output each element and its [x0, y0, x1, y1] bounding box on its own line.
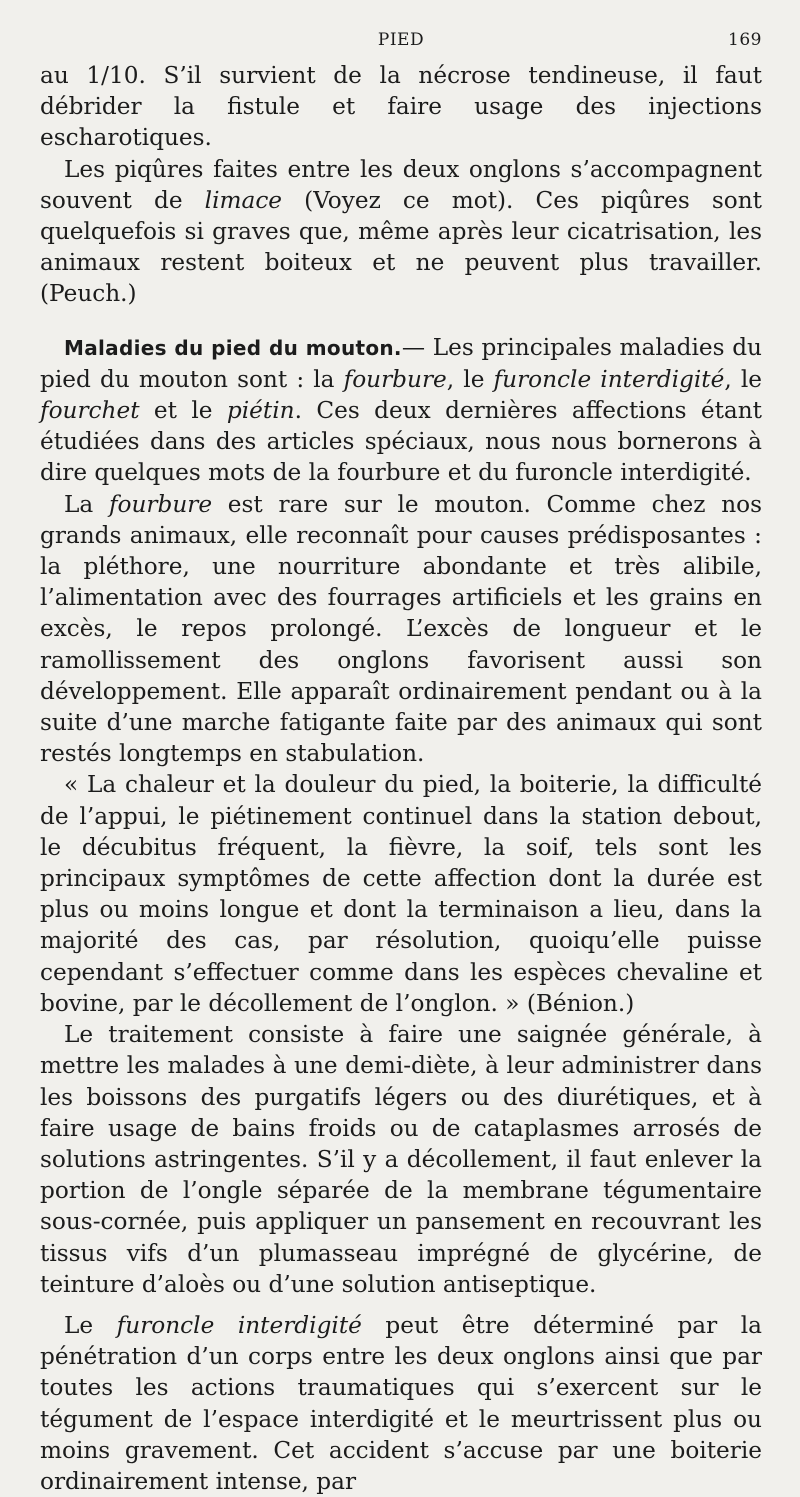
italic-term: furoncle interdigité	[493, 365, 725, 393]
paragraph-fourbure	[40, 489, 762, 770]
text-run: . Ces deux dernières affections étant étudiées dans des articles spéciaux, nous nous bornerons à dire quelques mots de la fourbure et du furoncle interdigité.	[40, 397, 762, 487]
text-run: Les piqûres faites entre les deux onglons s’accompagnent souvent de	[40, 155, 762, 214]
section-paragraph	[40, 332, 762, 489]
italic-term: limace	[204, 186, 283, 214]
text-run: — Les principales maladies du pied du mouton sont : la	[40, 333, 762, 393]
paragraph-piqures	[40, 154, 762, 310]
italic-term: furoncle interdigité	[116, 1311, 362, 1339]
italic-term: fourbure	[343, 365, 447, 393]
paragraph-continuation: au 1/10. S’il survient de la nécrose tendineuse, il faut débrider la fistule et faire usage des injections escharotiques.	[40, 62, 762, 152]
text-run: , le	[724, 365, 762, 393]
text-run: La	[64, 490, 109, 518]
text-run: et le	[139, 397, 227, 425]
text-run: peut être déterminé par la pénétration d’un corps entre les deux onglons ainsi que par toutes les actions traumatiques qui s’exercent sur le tégument de l’espace interdigité et le meurtrissent plus ou moins gravement. Cet accident s’accuse par une boiterie ordinairement intense, par	[40, 1311, 762, 1495]
paragraph-traitement: Le traitement consiste à faire une saignée générale, à mettre les malades à une demi-diète, à leur administrer dans les boissons des purgatifs légers ou des diurétiques, et à faire usage de bains froids ou de cataplasmes arrosés de solutions astringentes. S’il y a décollement, il faut enlever la portion de l’ongle séparée de la membrane tégumentaire sous-cornée, puis appliquer un pansement en recouvrant les tissus vifs d’un plumasseau imprégné de glycérine, de teinture d’aloès ou d’une solution antiseptique.	[40, 1021, 762, 1298]
section-title: Maladies du pied du mouton.	[64, 335, 402, 360]
running-header	[40, 30, 762, 60]
text-run: est rare sur le mouton. Comme chez nos grands animaux, elle reconnaît pour causes prédisposantes : la pléthore, une nourriture abondante et très alibile, l’alimentation avec des fourrages artificiels et les grains en excès, le repos prolongé. L’excès de longueur et le ramollissement des onglons favorisent aussi son développement. Elle apparaît ordinairement pendant ou à la suite d’une marche fatigante faite par des animaux qui sont restés longtemps en stabulation.	[40, 490, 762, 768]
text-run: Le	[64, 1311, 117, 1339]
italic-term: fourbure	[108, 490, 213, 518]
italic-term: piétin	[226, 397, 295, 425]
paragraph-quotation: « La chaleur et la douleur du pied, la boiterie, la difficulté de l’appui, le piétinement continuel dans la station debout, le décubitus fréquent, la fièvre, la soif, tels sont les principaux symptômes de cette affection dont la durée est plus ou moins longue et dont la terminaison a lieu, dans la majorité des cas, par résolution, quoiqu’elle puisse cependant s’effectuer comme dans les espèces chevaline et bovine, par le décollement de l’onglon. » (Bénion.)	[40, 771, 762, 1017]
italic-term: fourchet	[40, 397, 140, 425]
running-title: PIED	[377, 30, 425, 50]
text-run: , le	[446, 365, 494, 393]
paragraph-furoncle	[40, 1310, 762, 1497]
text-run: (Voyez ce mot). Ces piqûres sont quelquefois si graves que, même après leur cicatrisation, les animaux restent boiteux et ne peuvent plus travailler. (Peuch.)	[40, 186, 762, 308]
page-number: 169	[728, 30, 762, 50]
